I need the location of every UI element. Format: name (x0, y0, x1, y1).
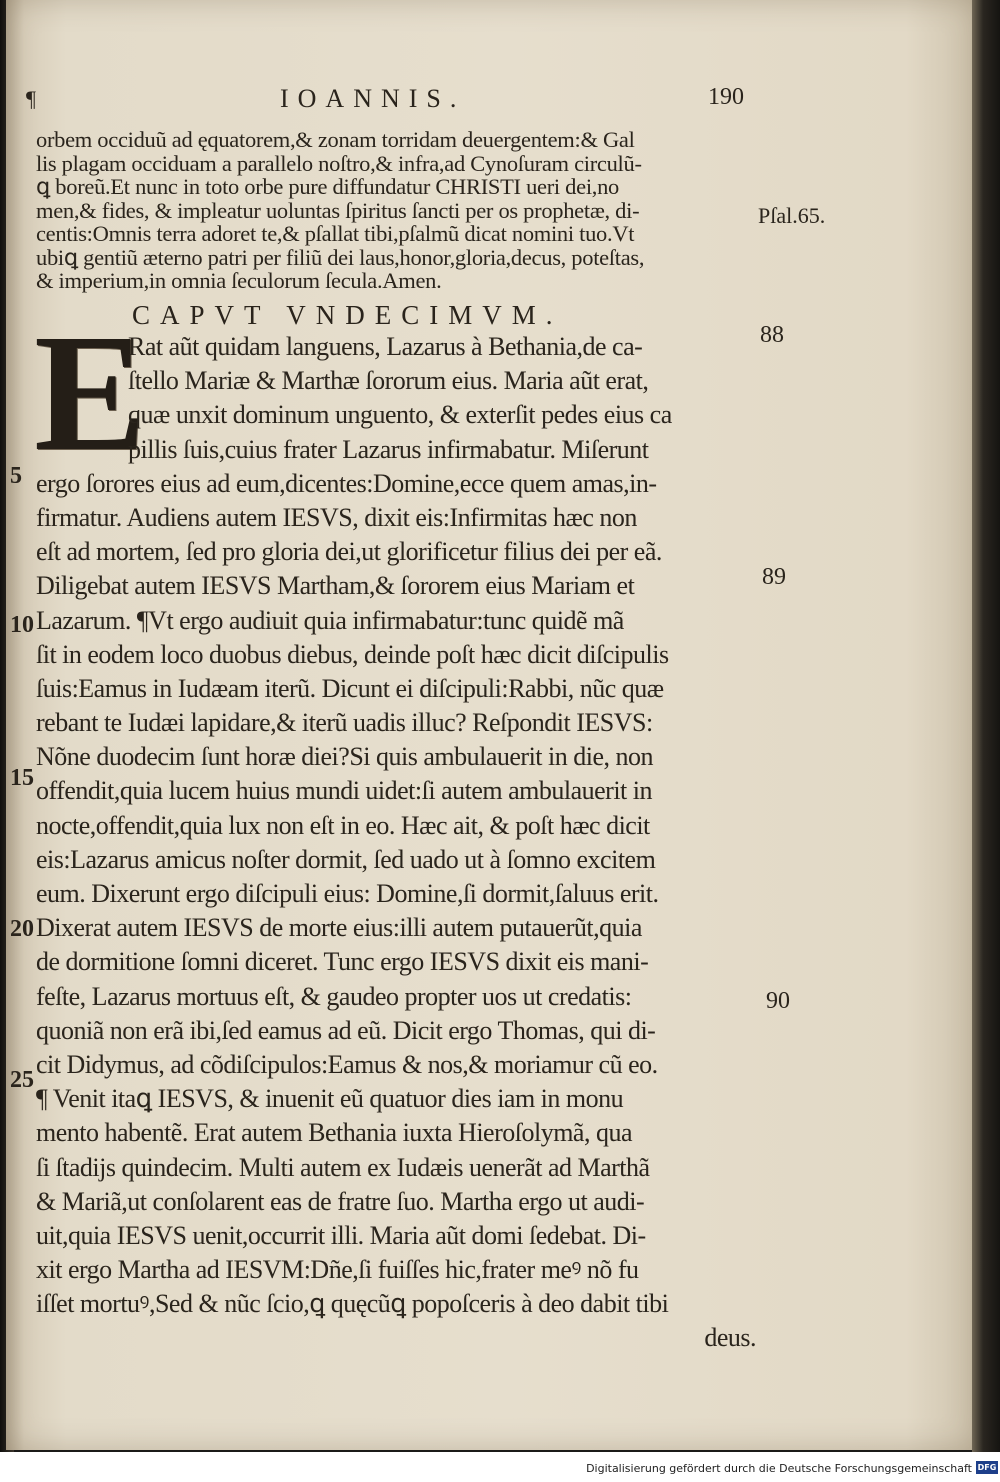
running-head (20, 84, 760, 114)
line-number: 15 (10, 765, 34, 791)
margin-reference-psalm: Pſal.65. (758, 203, 826, 228)
margin-number: 88 (760, 322, 784, 348)
text-line: quæ unxit dominum unguento, & exterſit pedes eius ca (128, 400, 672, 430)
text-line: lis plagam occiduam a parallelo noſtro,& infra,ad Cynoſuram circulũ- (36, 150, 642, 176)
scan-border-right (972, 0, 1000, 1452)
text-line: ſtello Mariæ & Marthæ ſororum eius. Maria aũt erat, (128, 366, 649, 396)
text-line: ergo ſorores eius ad eum,dicentes:Domine,ecce quem amas,in- (36, 468, 657, 498)
preceding-text (36, 128, 756, 293)
drop-cap-initial: E (34, 300, 147, 486)
text-line: de dormitione ſomni diceret. Tunc ergo IESVS dixit eis mani- (36, 947, 649, 977)
text-line: Diligebat autem IESVS Martham,& ſororem eius Mariam et (36, 571, 635, 601)
text-line: ſi ſtadijs quindecim. Multi autem ex Iudæis uenerãt ad Marthã (36, 1152, 650, 1182)
margin-number: 90 (766, 988, 790, 1014)
line-number: 5 (10, 463, 22, 489)
text-line: mento habentẽ. Erat autem Bethania iuxta Hieroſolymã, qua (36, 1118, 633, 1148)
text-line: Rat aũt quidam languens, Lazarus à Bethania,de ca- (128, 332, 643, 361)
text-line: men,& fides, & impleatur uoluntas ſpiritus ſancti per os prophetæ, di- (36, 197, 640, 223)
text-line: Dixerat autem IESVS de morte eius:illi autem putauerũt,quia (36, 913, 642, 943)
text-line: ubiꝗ gentiũ æterno patri per filiũ dei laus,honor,gloria,decus, poteſtas, (36, 244, 645, 270)
text-line: orbem occiduũ ad ęquatorem,& zonam torridam deuergentem:& Gal (36, 127, 635, 152)
text-line: Lazarum. ¶Vt ergo audiuit quia infirmabatur:tunc quidẽ mã (36, 605, 624, 635)
text-line: ¶ Venit itaꝗ IESVS, & inuenit eũ quatuor dies iam in monu (36, 1084, 624, 1114)
chapter-heading: CAPVT VNDECIMVM. (132, 300, 563, 330)
text-line: feſte, Lazarus mortuus eſt, & gaudeo propter uos ut credatis: (36, 981, 632, 1011)
text-line: eſt ad mortem, ſed pro gloria dei,ut glorificetur filius dei per eã. (36, 537, 662, 567)
text-line: Nõne duodecim ſunt horæ diei?Si quis ambulauerit in die, non (36, 742, 654, 772)
text-line: & imperium,in omnia ſeculorum ſecula.Amen. (36, 268, 442, 293)
running-head-mark: ¶ (26, 86, 36, 111)
text-line: eis:Lazarus amicus noſter dormit, ſed uado ut à ſomno excitem (36, 844, 656, 874)
text-line: nocte,offendit,quia lux non eſt in eo. Hæc ait, & poſt hæc dicit (36, 810, 650, 840)
text-line: ſit in eodem loco duobus diebus, deinde poſt hæc dicit diſcipulis (36, 639, 669, 669)
text-line: ſuis:Eamus in Iudæam iterũ. Dicunt ei diſcipuli:Rabbi, nũc quæ (36, 673, 664, 703)
text-line: quoniã non erã ibi,ſed eamus ad eũ. Dicit ergo Thomas, qui di- (36, 1015, 656, 1045)
funding-credit: Digitalisierung gefördert durch die Deutsche Forschungsgemeinschaft (586, 1462, 972, 1475)
line-number: 20 (10, 916, 34, 942)
text-line: cit Didymus, ad cõdiſcipulos:Eamus & nos,& moriamur cũ eo. (36, 1049, 658, 1079)
dfg-logo: DFG (977, 1463, 997, 1472)
text-line: eum. Dixerunt ergo diſcipuli eius: Domine,ſi dormit,ſaluus erit. (36, 879, 659, 908)
text-line: & Mariã,ut conſolarent eas de fratre ſuo. Martha ergo ut audi- (36, 1186, 645, 1216)
folio-number: 190 (708, 84, 744, 110)
margin-number: 89 (762, 564, 786, 590)
text-line: uit,quia IESVS uenit,occurrit illi. Maria aũt domi ſedebat. Di- (36, 1220, 646, 1250)
running-head-title: IOANNIS. (280, 84, 466, 113)
text-line: firmatur. Audiens autem IESVS, dixit eis:Infirmitas hæc non (36, 502, 637, 532)
text-line: ꝗ boreũ.Et nunc in toto orbe pure diffundatur CHRISTI ueri dei,no (36, 174, 619, 199)
line-number: 25 (10, 1067, 34, 1093)
chapter-body (36, 330, 756, 1356)
text-line: iſſet mortuꝰ,Sed & nũc ſcio,ꝗ quęcũꝗ popoſceris à deo dabit tibi (36, 1289, 669, 1319)
text-line: deus. (704, 1323, 756, 1353)
text-line: centis:Omnis terra adoret te,& pſallat tibi,pſalmũ dicat nomini tuo.Vt (36, 221, 635, 246)
text-line: xit ergo Martha ad IESVM:Dñe,ſi fuiſſes hic,frater meꝰ nõ fu (36, 1255, 639, 1285)
text-line: offendit,quia lucem huius mundi uidet:ſi autem ambulauerit in (36, 776, 652, 806)
line-number: 10 (10, 612, 34, 638)
text-line: pillis ſuis,cuius frater Lazarus infirmabatur. Miſerunt (128, 434, 649, 464)
text-line: rebant te Iudæi lapidare,& iterũ uadis illuc? Reſpondit IESVS: (36, 708, 653, 738)
